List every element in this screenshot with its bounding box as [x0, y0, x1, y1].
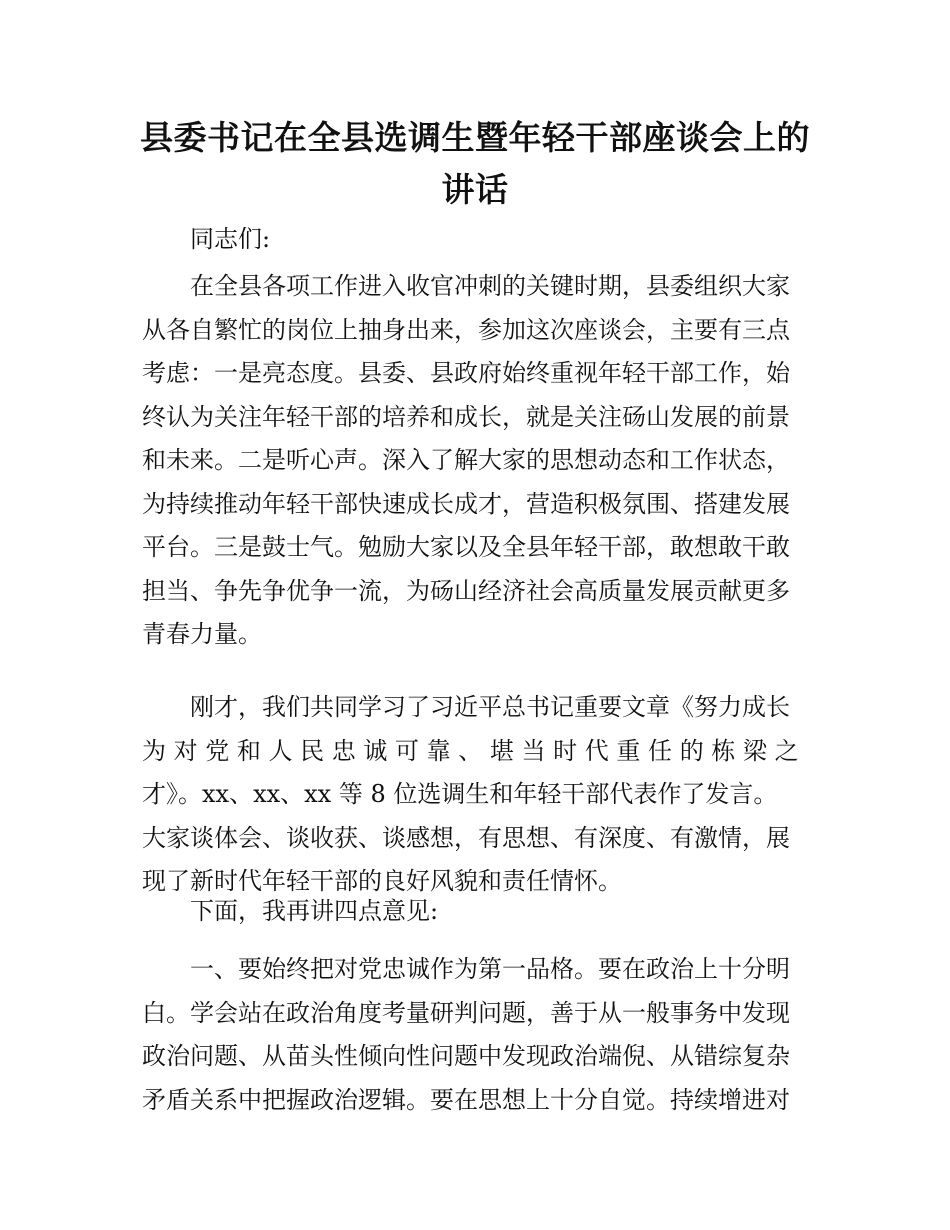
paragraph-4-line: 白。学会站在政治角度考量研判问题，善于从一般事务中发现 [142, 998, 790, 1027]
title-line-1: 县委书记在全县选调生暨年轻干部座谈会上的 [140, 118, 810, 157]
paragraph-1 [142, 265, 810, 657]
salutation: 同志们: [190, 225, 271, 253]
paragraph-1-line: 在全县各项工作进入收官冲刺的关键时期，县委组织大家 [190, 272, 790, 300]
paragraph-1-line: 从各自繁忙的岗位上抽身出来，参加这次座谈会，主要有三点 [142, 315, 790, 344]
paragraph-2 [142, 686, 810, 904]
paragraph-2-line: 刚才，我们共同学习了习近平总书记重要文章《努力成长 [190, 693, 790, 721]
paragraph-1-line: 青春力量。 [142, 620, 262, 648]
paragraph-1-line: 平台。三是鼓士气。勉励大家以及全县年轻干部，敢想敢干敢 [142, 533, 790, 561]
paragraph-1-line: 考虑：一是亮态度。县委、县政府始终重视年轻干部工作，始 [142, 359, 790, 387]
paragraph-2-line: 大家谈体会、谈收获、谈感想，有思想、有深度、有激情，展 [142, 823, 790, 852]
paragraph-1-line: 担当、争先争优争一流，为砀山经济社会高质量发展贡献更多 [142, 576, 790, 605]
paragraph-1-line: 和未来。二是听心声。深入了解大家的思想动态和工作状态， [142, 446, 790, 474]
paragraph-4 [142, 948, 810, 1122]
paragraph-4-line: 政治问题、从苗头性倾向性问题中发现政治端倪、从错综复杂 [142, 1042, 790, 1070]
title-line-2: 讲话 [441, 170, 509, 209]
paragraph-1-line: 终认为关注年轻干部的培养和成长，就是关注砀山发展的前景 [142, 402, 790, 431]
paragraph-1-line: 为持续推动年轻干部快速成长成才，营造积极氛围、搭建发展 [142, 489, 790, 518]
paragraph-2-line: 现了新时代年轻干部的良好风貌和责任情怀。 [142, 867, 622, 895]
paragraph-4-line: 一、要始终把对党忠诚作为第一品格。要在政治上十分明 [190, 955, 790, 983]
paragraph-2-line: 才》。xx、xx、xx 等 8 位选调生和年轻干部代表作了发言。 [142, 780, 778, 808]
paragraph-4-line: 矛盾关系中把握政治逻辑。要在思想上十分自觉。持续增进对 [142, 1085, 790, 1114]
paragraph-2-line: 为 对 党 和 人 民 忠 诚 可 靠 、 堪 当 时 代 重 任 的 栋 梁 之 [142, 736, 799, 765]
paragraph-3: 下面，我再讲四点意见: [190, 897, 439, 925]
document-title [130, 112, 820, 216]
